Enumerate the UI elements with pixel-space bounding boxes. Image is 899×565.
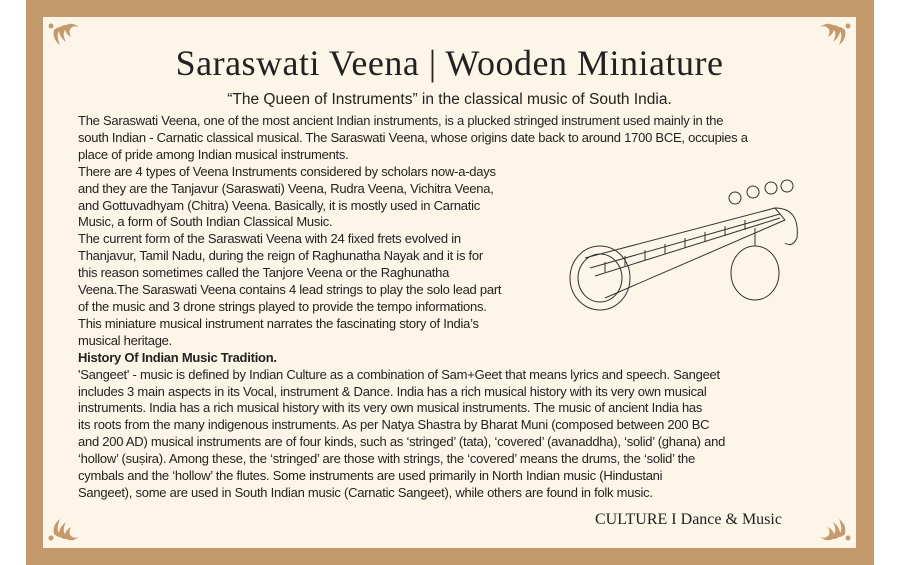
history-line: and 200 AD) musical instruments are of four kinds, such as ‘stringed’ (tata), ‘covered’ (avanaddha), ‘solid’ (ghana) and: [78, 434, 726, 450]
footer-brand: CULTURE I Dance & Music: [595, 511, 782, 528]
history-line: its roots from the many indigenous instruments. As per Natya Shastra by Bharat Muni (composed between 200 BC: [78, 417, 710, 433]
page-subtitle: “The Queen of Instruments” in the classical music of South India.: [227, 91, 672, 108]
intro-line: place of pride among Indian musical instruments.: [78, 146, 349, 162]
intro-line: and they are the Tanjavur (Saraswati) Veena, Rudra Veena, Vichitra Veena,: [78, 180, 494, 196]
page-title: Saraswati Veena | Wooden Miniature: [175, 43, 724, 83]
intro-line: south Indian - Carnatic classical musical. The Saraswati Veena, whose origins date back to around 1700 BCE, occupies a: [78, 129, 748, 145]
history-line: cymbals and the ‘hollow’ the flutes. Some instruments are used primarily in North Indian music (Hindustani: [78, 468, 663, 484]
intro-line: Music, a form of South Indian Classical Music.: [78, 214, 333, 230]
history-line: Sangeet), some are used in South Indian music (Carnatic Sangeet), while others are found in folk music.: [78, 484, 653, 500]
intro-line: this reason sometimes called the Tanjore Veena or the Raghunatha: [78, 265, 450, 281]
intro-line: and Gottuvadhyam (Chitra) Veena. Basically, it is mostly used in Carnatic: [78, 197, 481, 213]
intro-line: Veena.The Saraswati Veena contains 4 lead strings to play the solo lead part: [78, 282, 502, 298]
intro-line: musical heritage.: [78, 332, 173, 348]
corner-ornament-icon: [817, 508, 853, 544]
history-line: 'Sangeet' - music is defined by Indian Culture as a combination of Sam+Geet that means lyrics and speech. Sangeet: [78, 366, 720, 382]
intro-line: This miniature musical instrument narrates the fascinating story of India’s: [78, 315, 479, 331]
intro-line: of the music and 3 drone strings played to provide the tempo informations.: [78, 298, 487, 314]
intro-line: There are 4 types of Veena Instruments considered by scholars now-a-days: [78, 163, 496, 179]
intro-line: The current form of the Saraswati Veena with 24 fixed frets evolved in: [78, 231, 461, 247]
veena-illustration: [565, 178, 810, 333]
corner-ornament-icon: [46, 508, 82, 544]
intro-line: Thanjavur, Tamil Nadu, during the reign of Raghunatha Nayak and it is for: [78, 248, 483, 264]
history-line: ‘hollow’ (suṣira). Among these, the ‘stringed’ are those with strings, the ‘covered’ means the drums, the ‘solid’ the: [78, 451, 695, 467]
history-line: instruments. India has a rich musical history with its very own musical instruments. The music of ancient India has: [78, 400, 703, 416]
intro-line: The Saraswati Veena, one of the most ancient Indian instruments, is a plucked stringed instrument used mainly in the: [78, 113, 724, 128]
history-line: includes 3 main aspects in its Vocal, instrument & Dance. India has a rich musical history with its very own musical: [78, 383, 707, 399]
history-heading: History Of Indian Music Tradition.: [78, 349, 277, 365]
